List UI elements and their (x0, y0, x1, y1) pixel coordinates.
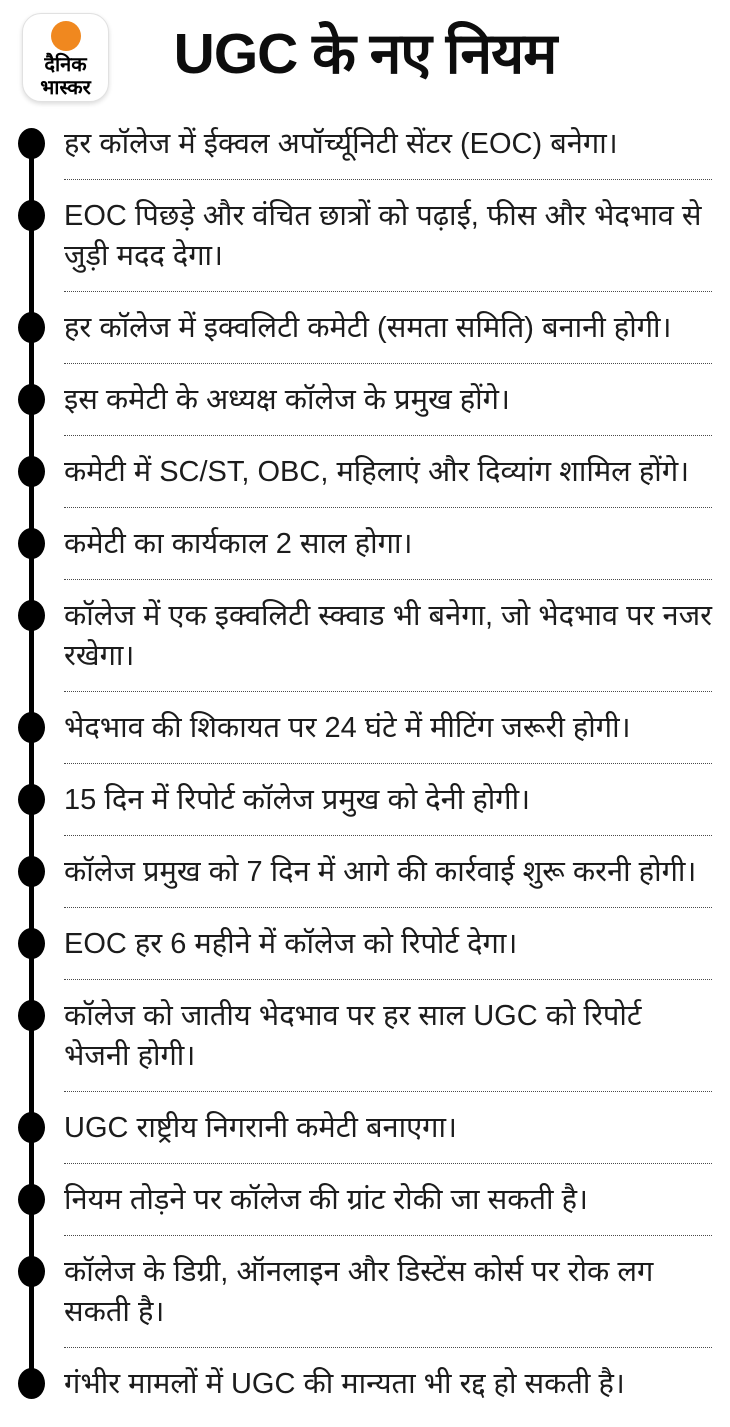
rule-item (0, 580, 730, 692)
bullet-dot-icon (18, 384, 45, 415)
rule-text: कमेटी में SC/ST, OBC, महिलाएं और दिव्यांग शामिल होंगे। (64, 456, 690, 488)
bullet-dot-icon (18, 128, 45, 159)
bullet-dot-icon (18, 928, 45, 959)
rule-item (0, 908, 730, 980)
bullet-dot-icon (18, 1368, 45, 1399)
rule-item (0, 108, 730, 180)
logo-text-line1: दैनिक (44, 54, 87, 76)
bullet-dot-icon (18, 1256, 45, 1287)
rule-item (0, 364, 730, 436)
header (0, 0, 730, 108)
bullet-dot-icon (18, 1112, 45, 1143)
rule-text: EOC पिछड़े और वंचित छात्रों को पढ़ाई, फीस और भेदभाव से जुड़ी मदद देगा। (64, 200, 702, 272)
rule-item (0, 1236, 730, 1348)
dainik-bhaskar-logo (22, 13, 109, 102)
rule-item (0, 692, 730, 764)
rule-text: गंभीर मामलों में UGC की मान्यता भी रद्द हो सकती है। (64, 1368, 625, 1400)
rule-item (0, 1164, 730, 1236)
rule-item (0, 980, 730, 1092)
rule-text: हर कॉलेज में इक्वलिटी कमेटी (समता समिति) बनानी होगी। (64, 312, 672, 344)
rule-text: इस कमेटी के अध्यक्ष कॉलेज के प्रमुख होंगे। (64, 384, 510, 416)
rule-item (0, 1348, 730, 1420)
rule-item (0, 764, 730, 836)
bullet-dot-icon (18, 1000, 45, 1031)
page-title: UGC के नए नियम (173, 22, 557, 86)
rule-item (0, 508, 730, 580)
rule-item (0, 1092, 730, 1164)
rule-text: 15 दिन में रिपोर्ट कॉलेज प्रमुख को देनी होगी। (64, 784, 531, 816)
rule-text: कॉलेज में एक इक्वलिटी स्क्वाड भी बनेगा, जो भेदभाव पर नजर रखेगा। (64, 600, 712, 672)
bullet-dot-icon (18, 1184, 45, 1215)
bullet-dot-icon (18, 712, 45, 743)
sun-dot-icon (51, 21, 81, 51)
bullet-dot-icon (18, 856, 45, 887)
rules-list (0, 108, 730, 1420)
rule-item (0, 836, 730, 908)
rule-item (0, 180, 730, 292)
rule-text: कमेटी का कार्यकाल 2 साल होगा। (64, 528, 413, 560)
rule-item (0, 292, 730, 364)
rule-item (0, 436, 730, 508)
bullet-dot-icon (18, 600, 45, 631)
bullet-dot-icon (18, 312, 45, 343)
rule-text: UGC राष्ट्रीय निगरानी कमेटी बनाएगा। (64, 1112, 457, 1144)
rule-text: भेदभाव की शिकायत पर 24 घंटे में मीटिंग जरूरी होगी। (64, 712, 631, 744)
rule-text: कॉलेज के डिग्री, ऑनलाइन और डिस्टेंस कोर्स पर रोक लग सकती है। (64, 1256, 654, 1328)
rule-text: नियम तोड़ने पर कॉलेज की ग्रांट रोकी जा सकती है। (64, 1184, 588, 1216)
bullet-dot-icon (18, 784, 45, 815)
bullet-dot-icon (18, 528, 45, 559)
bullet-dot-icon (18, 200, 45, 231)
logo-text-line2: भास्कर (40, 77, 91, 99)
bullet-dot-icon (18, 456, 45, 487)
rule-text: हर कॉलेज में ईक्वल अपॉर्च्यूनिटी सेंटर (EOC) बनेगा। (64, 128, 618, 160)
rule-text: कॉलेज को जातीय भेदभाव पर हर साल UGC को रिपोर्ट भेजनी होगी। (64, 1000, 642, 1072)
rule-text: कॉलेज प्रमुख को 7 दिन में आगे की कार्रवाई शुरू करनी होगी। (64, 856, 697, 888)
rule-text: EOC हर 6 महीने में कॉलेज को रिपोर्ट देगा। (64, 928, 518, 960)
